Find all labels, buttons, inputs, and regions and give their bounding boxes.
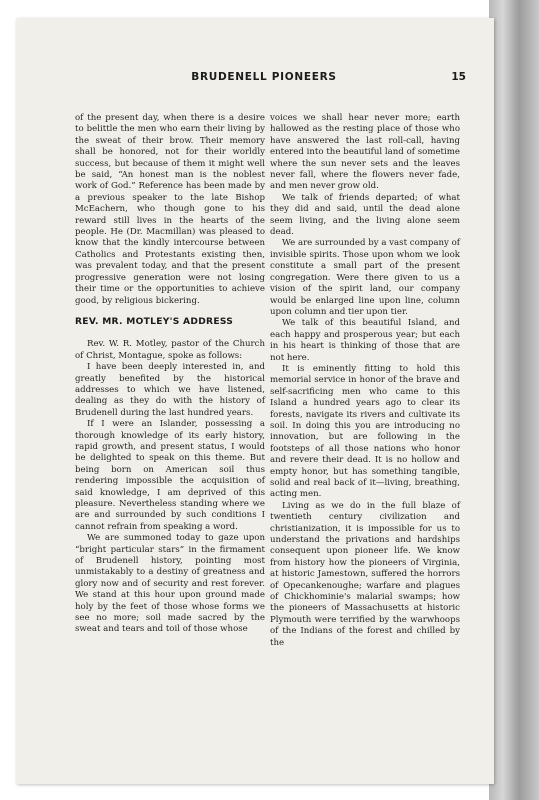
page-number: 15 [451,71,466,83]
left-paragraph-3: I have been deeply interested in, and greatly benefited by the historical addresses to which we have listened, dealing as they do with the history of Brudenell during the last hundred years. [75,362,265,418]
left-paragraph-1: of the present day, when there is a desire to belittle the men who earn their living by the sweat of their brow. Their memory shall be honored, not for their worldly success, but because of them it might well be said, “An honest man is the noblest work of God.” Reference has been made by a previous speaker to the late Bishop McEachern, who though gone to his reward still lives in the hearts of the people. He (Dr. Macmillan) was pleased to know that the kindly intercourse between Catholics and Protestants existing then, was prevalent today, and that the present progressive generation were not losing their time or the opportunities to achieve good, by religious bickering. [75,113,265,306]
left-paragraph-5: We are summoned today to gaze upon “bright particular stars” in the firmament of Brudenell history, pointing most unmistakably to a destiny of greatness and glory now and of security and rest forever. We stand at this hour upon ground made holy by the feet of those whose forms we see no more; soil made sacred by the sweat and tears and toil of those whose [75,533,265,635]
right-paragraph-4: We talk of this beautiful Island, and each happy and prosperous year; but each in his heart is thinking of those that are not here. [270,318,460,363]
left-paragraph-2: Rev. W. R. Motley, pastor of the Church of Christ, Montague, spoke as follows: [75,339,265,361]
right-column [270,113,460,649]
section-heading: REV. MR. MOTLEY'S ADDRESS [75,316,234,327]
right-paragraph-5: It is eminently fitting to hold this memorial service in honor of the brave and self-sacrificing men who came to this Island a hundred years ago to clear its forests, navigate its rivers and cultivate its soil. In doing this you are introducing no innovation, but are following in the footsteps of all those nations who honor and revere their dead. It is no hollow and empty honor, but has something tangible, solid and real back of it—living, breathing, acting men. [270,363,460,500]
running-head: BRUDENELL PIONEERS [191,71,337,83]
right-paragraph-3: We are surrounded by a vast company of invisible spirits. Those upon whom we look constitute a small part of the present congregation. Were there given to us a vision of the spirit land, our company would be enlarged line upon line, column upon column and tier upon tier. [270,238,460,317]
right-paragraph-2: We talk of friends departed; of what they did and said, until the dead alone seem living, and the living alone seem dead. [270,192,460,238]
book-spine [489,0,539,800]
left-paragraph-4: If I were an Islander, possessing a thorough knowledge of its early history, rapid growth, and present status, I would be delighted to speak on this theme. But being born on American soil thus rendering impossible the acquisition of said knowledge, I am deprived of this pleasure. Nevertheless standing where we are and surrounded by such conditions I cannot refrain from speaking a word. [75,419,265,532]
page-header [62,71,466,91]
left-column [75,113,265,636]
right-paragraph-6: Living as we do in the full blaze of twentieth century civilization and christianization, it is impossible for us to understand the privations and hardships consequent upon pioneer life. We know from history how the pioneers of Virginia, at historic Jamestown, suffered the horrors of Opecankenoughe; warfare and plagues of Chickhominie's malarial swamps; how the pioneers of Massachusetts at historic Plymouth were terrified by the warwhoops of the Indians of the forest and chilled by the [270,500,460,648]
right-paragraph-1: voices we shall hear never more; earth hallowed as the resting place of those who have answered the last roll-call, having entered into the beautiful land of sometime where the sun never sets and the leaves never fall, where the flowers never fade, and men never grow old. [270,113,460,192]
